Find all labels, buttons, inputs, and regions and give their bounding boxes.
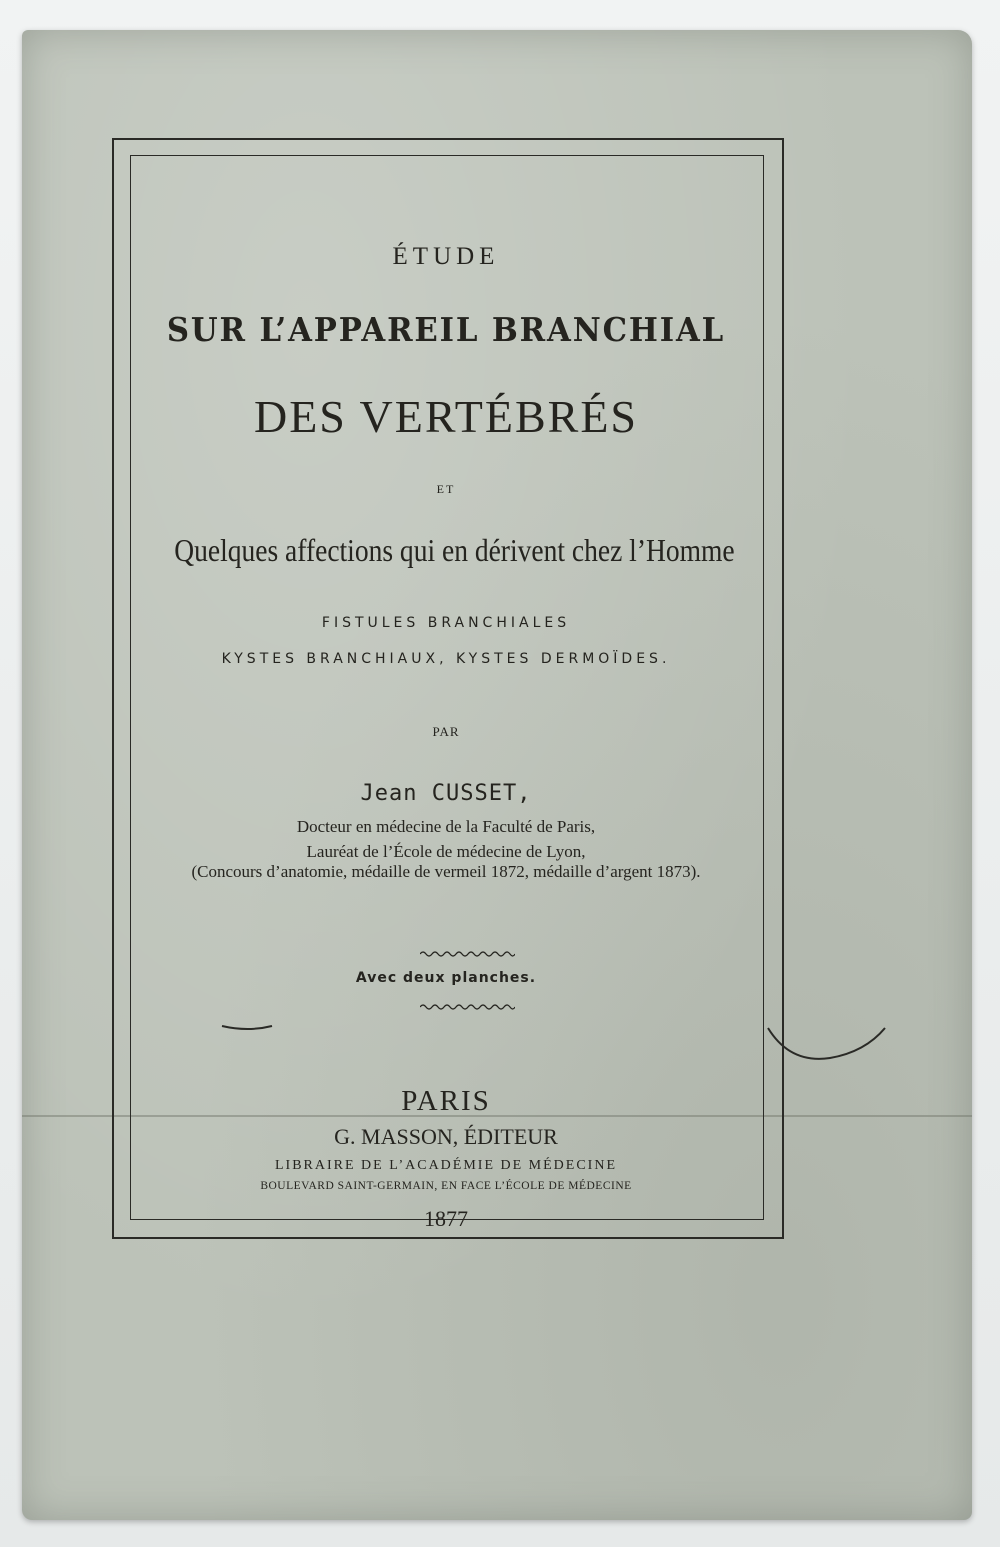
ornament-wave-bottom bbox=[420, 1003, 515, 1011]
publisher-description: LIBRAIRE DE L’ACADÉMIE DE MÉDECINE bbox=[274, 1158, 617, 1173]
conjunction-et: ET bbox=[436, 482, 456, 496]
ink-mark-right bbox=[760, 1020, 890, 1065]
ornament-wave-top bbox=[420, 950, 515, 958]
author-qualification-1: Docteur en médecine de la Faculté de Paris, bbox=[296, 817, 596, 836]
author-qualification-2: Lauréat de l’École de médecine de Lyon, bbox=[306, 842, 586, 861]
subtitle: Quelques affections qui en dérivent chez l’Homme bbox=[174, 532, 735, 568]
author-qualification-3: (Concours d’anatomie, médaille de vermeil 1872, médaille d’argent 1873). bbox=[191, 862, 701, 881]
publisher-name: G. MASSON, ÉDITEUR bbox=[334, 1124, 558, 1149]
by-label: PAR bbox=[432, 724, 460, 739]
topic-line-2: KYSTES BRANCHIAUX, KYSTES DERMOÏDES. bbox=[221, 651, 671, 667]
title-line-1: SUR L’APPAREIL BRANCHIAL bbox=[166, 310, 726, 349]
topic-line-1: FISTULES BRANCHIALES bbox=[321, 615, 571, 631]
publication-city: PARIS bbox=[401, 1085, 491, 1117]
plates-note: Avec deux planches. bbox=[355, 970, 537, 986]
title-line-2: DES VERTÉBRÉS bbox=[253, 391, 639, 442]
author-name: Jean CUSSET, bbox=[360, 781, 532, 806]
ink-mark-left bbox=[220, 1018, 280, 1038]
publication-year: 1877 bbox=[424, 1206, 468, 1231]
publisher-address: BOULEVARD SAINT-GERMAIN, EN FACE L’ÉCOLE DE MÉDECINE bbox=[260, 1180, 632, 1192]
etude-heading: ÉTUDE bbox=[392, 243, 500, 270]
